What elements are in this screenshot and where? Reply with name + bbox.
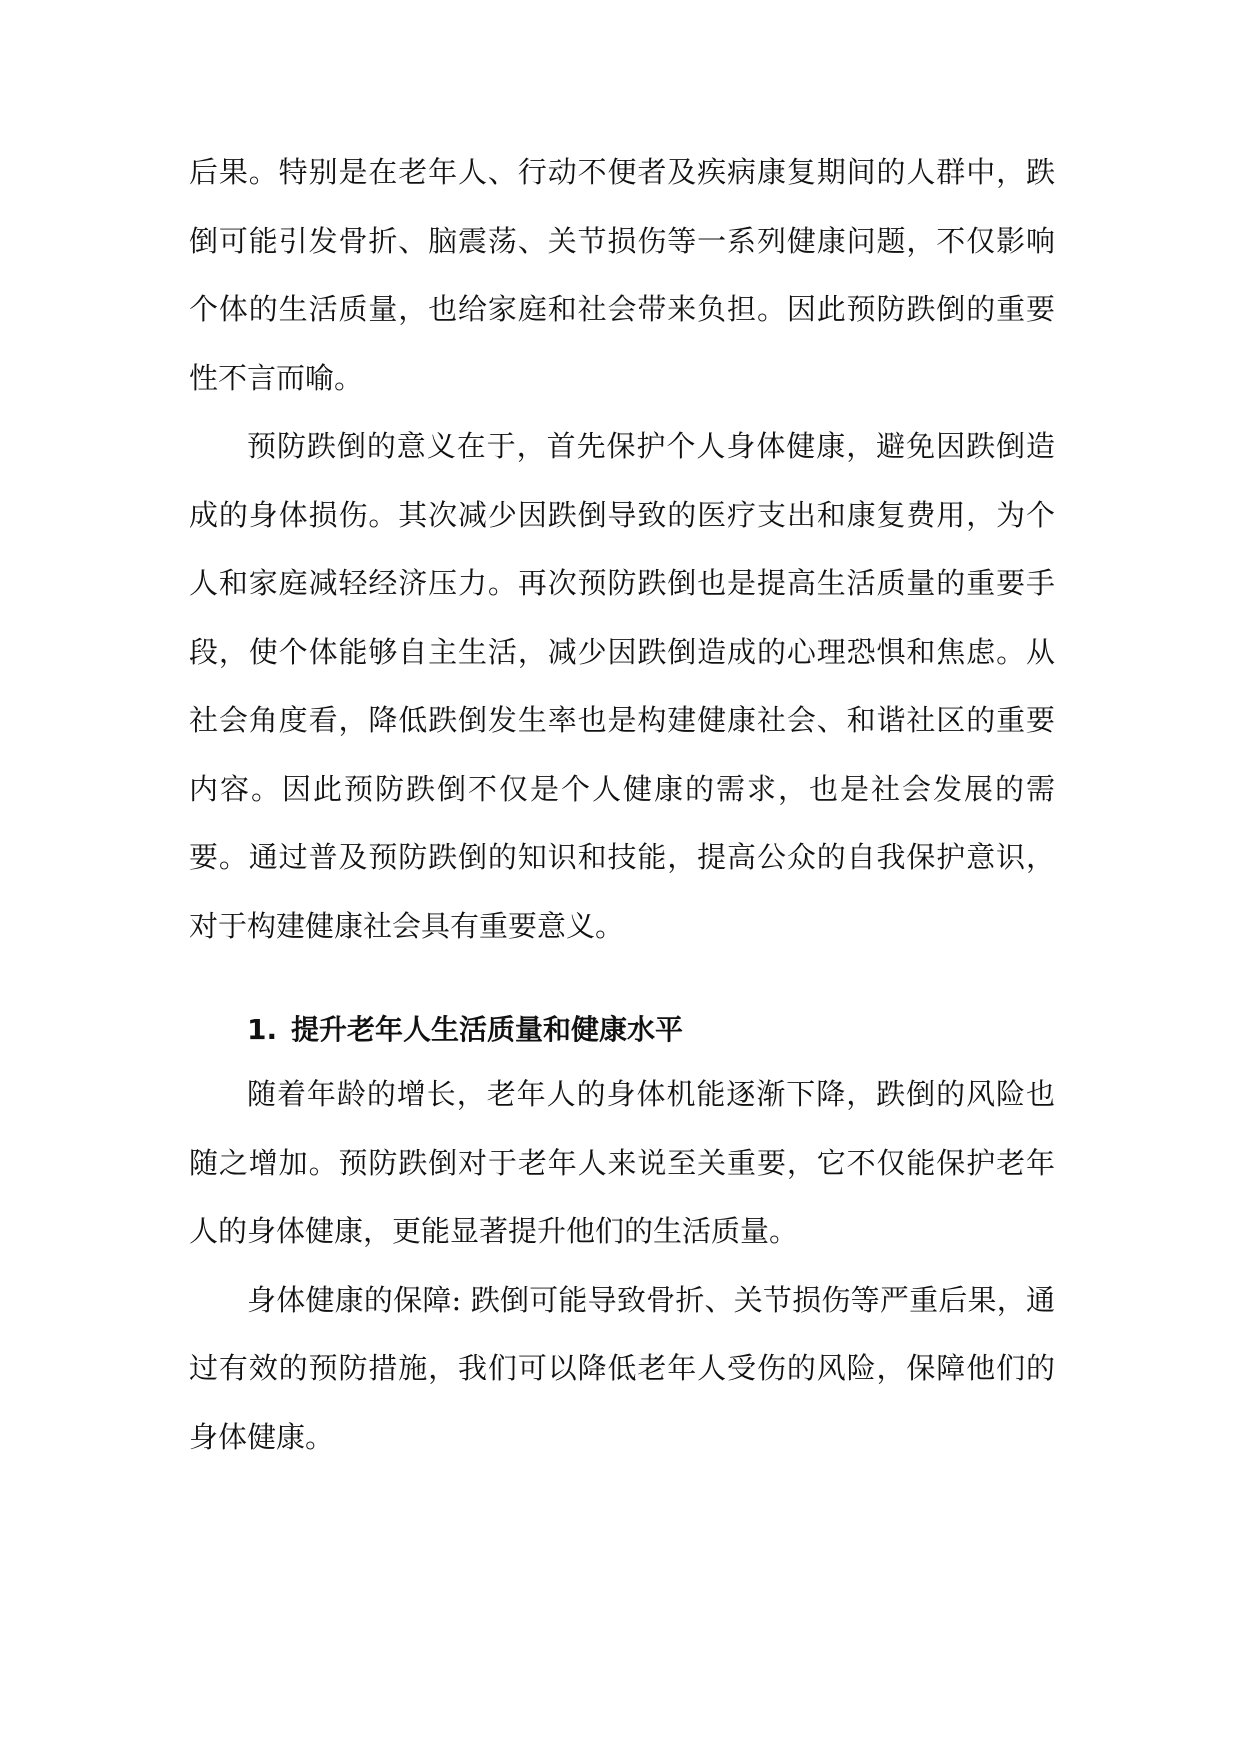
paragraph-health-guarantee: 身体健康的保障: 跌倒可能导致骨折、关节损伤等严重后果，通过有效的预防措施，我们可以降低老年人受伤的风险，保障他们的身体健康。 [189, 1282, 1055, 1454]
document-page [189, 138, 1055, 1471]
section-heading [189, 996, 1055, 1064]
section-number: 1. [247, 1013, 278, 1046]
section-title: 提升老年人生活质量和健康水平 [291, 1013, 684, 1046]
paragraph-continuation: 后果。特别是在老年人、行动不便者及疾病康复期间的人群中，跌倒可能引发骨折、脑震荡、关节损伤等一系列健康问题，不仅影响个体的生活质量，也给家庭和社会带来负担。因此预防跌倒的重要性不言而喻。 [189, 155, 1055, 395]
paragraph-elderly-risk: 随着年龄的增长，老年人的身体机能逐渐下降，跌倒的风险也随之增加。预防跌倒对于老年人来说至关重要，它不仅能保护老年人的身体健康，更能显著提升他们的生活质量。 [189, 1077, 1055, 1248]
paragraph-significance: 预防跌倒的意义在于，首先保护个人身体健康，避免因跌倒造成的身体损伤。其次减少因跌倒导致的医疗支出和康复费用，为个人和家庭减轻经济压力。再次预防跌倒也是提高生活质量的重要手段，使个体能够自主生活，减少因跌倒造成的心理恐惧和焦虑。从社会角度看，降低跌倒发生率也是构建健康社会、和谐社区的重要内容。因此预防跌倒不仅是个人健康的需求，也是社会发展的需要。通过普及预防跌倒的知识和技能，提高公众的自我保护意识，对于构建健康社会具有重要意义。 [189, 429, 1055, 943]
